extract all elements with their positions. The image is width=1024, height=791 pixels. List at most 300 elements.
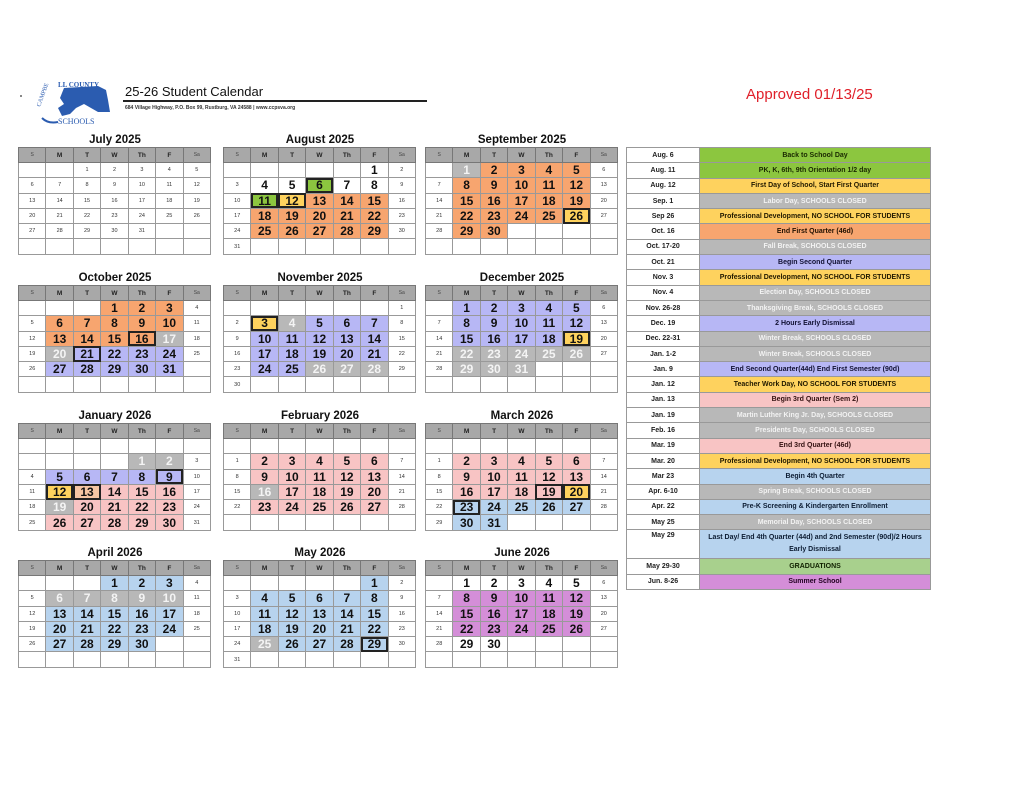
day-cell bbox=[224, 576, 251, 591]
day-cell: 23 bbox=[128, 621, 155, 636]
day-cell: 13 bbox=[361, 469, 388, 484]
day-cell: 15 bbox=[73, 193, 100, 208]
day-cell bbox=[278, 301, 305, 316]
day-cell: 15 bbox=[101, 331, 128, 346]
day-cell bbox=[388, 515, 415, 530]
weekday-header: S bbox=[224, 286, 251, 301]
day-cell: 12 bbox=[306, 331, 333, 346]
day-cell: 1 bbox=[73, 163, 100, 178]
day-cell: 27 bbox=[73, 515, 100, 530]
day-cell: 11 bbox=[183, 316, 210, 331]
day-cell: 22 bbox=[224, 500, 251, 515]
legend-date: May 29-30 bbox=[627, 559, 700, 574]
day-cell: 25 bbox=[535, 208, 562, 223]
day-cell: 16 bbox=[224, 346, 251, 361]
day-cell: 7 bbox=[46, 178, 73, 193]
day-cell: 26 bbox=[183, 208, 210, 223]
month-title: September 2025 bbox=[477, 134, 567, 146]
day-cell: 11 bbox=[306, 469, 333, 484]
weekday-header: T bbox=[278, 424, 305, 439]
weekday-header: M bbox=[453, 561, 480, 576]
month-june-2026 bbox=[425, 546, 619, 668]
day-cell: 8 bbox=[128, 469, 155, 484]
day-cell: 24 bbox=[508, 346, 535, 361]
day-cell bbox=[278, 163, 305, 178]
legend-row bbox=[627, 163, 931, 178]
day-cell: 13 bbox=[46, 606, 73, 621]
day-cell: 10 bbox=[183, 469, 210, 484]
day-cell: 24 bbox=[480, 500, 507, 515]
day-cell bbox=[361, 239, 388, 254]
day-cell: 23 bbox=[388, 208, 415, 223]
day-cell: 18 bbox=[278, 346, 305, 361]
day-cell: 25 bbox=[535, 346, 562, 361]
month-title: March 2026 bbox=[490, 410, 554, 422]
legend-row bbox=[627, 438, 931, 453]
day-cell: 29 bbox=[73, 224, 100, 239]
weekday-header: W bbox=[101, 424, 128, 439]
weekday-header: Sa bbox=[388, 424, 415, 439]
day-cell: 18 bbox=[535, 331, 562, 346]
day-cell: 18 bbox=[508, 484, 535, 499]
weekday-header: Sa bbox=[388, 148, 415, 163]
month-november-2025 bbox=[223, 271, 417, 393]
legend-row bbox=[627, 559, 931, 574]
day-cell: 30 bbox=[128, 362, 155, 377]
legend-date: Feb. 16 bbox=[627, 423, 700, 438]
legend-date: Oct. 16 bbox=[627, 224, 700, 239]
day-cell bbox=[361, 652, 388, 667]
day-cell: 10 bbox=[251, 331, 278, 346]
weekday-header: Th bbox=[535, 561, 562, 576]
day-cell: 11 bbox=[183, 591, 210, 606]
day-cell: 17 bbox=[224, 621, 251, 636]
day-cell: 2 bbox=[156, 454, 183, 469]
day-cell bbox=[590, 515, 617, 530]
day-cell: 2 bbox=[480, 576, 507, 591]
day-cell bbox=[101, 239, 128, 254]
day-cell: 26 bbox=[19, 637, 46, 652]
weekday-header: Sa bbox=[183, 424, 210, 439]
day-cell: 23 bbox=[480, 621, 507, 636]
day-cell bbox=[361, 439, 388, 454]
day-cell: 17 bbox=[508, 331, 535, 346]
day-cell: 18 bbox=[535, 193, 562, 208]
day-cell bbox=[278, 515, 305, 530]
day-cell: 25 bbox=[251, 637, 278, 652]
legend-date: Jan. 9 bbox=[627, 362, 700, 377]
day-cell: 1 bbox=[128, 454, 155, 469]
day-cell: 28 bbox=[333, 637, 360, 652]
weekday-header: M bbox=[453, 286, 480, 301]
day-cell: 24 bbox=[251, 362, 278, 377]
day-cell: 22 bbox=[453, 621, 480, 636]
day-cell bbox=[306, 377, 333, 392]
day-cell: 30 bbox=[388, 637, 415, 652]
day-cell: 16 bbox=[156, 484, 183, 499]
day-cell: 24 bbox=[508, 208, 535, 223]
day-cell: 3 bbox=[156, 301, 183, 316]
legend-date: Aug. 11 bbox=[627, 163, 700, 178]
day-cell bbox=[453, 652, 480, 667]
weekday-header: F bbox=[563, 286, 590, 301]
day-cell bbox=[251, 515, 278, 530]
day-cell: 7 bbox=[388, 454, 415, 469]
day-cell: 23 bbox=[388, 621, 415, 636]
legend-row bbox=[627, 530, 931, 559]
legend-row bbox=[627, 239, 931, 254]
weekday-header: W bbox=[306, 561, 333, 576]
day-cell: 15 bbox=[453, 331, 480, 346]
legend-event: Martin Luther King Jr. Day, SCHOOLS CLOSED bbox=[700, 408, 931, 423]
day-cell: 17 bbox=[251, 346, 278, 361]
day-cell bbox=[183, 637, 210, 652]
weekday-header: S bbox=[426, 286, 453, 301]
legend-date: Sep 26 bbox=[627, 209, 700, 224]
day-cell: 14 bbox=[590, 469, 617, 484]
day-cell: 28 bbox=[590, 500, 617, 515]
day-cell bbox=[156, 377, 183, 392]
day-cell: 27 bbox=[46, 362, 73, 377]
legend-event: GRADUATIONS bbox=[700, 559, 931, 574]
weekday-header: Th bbox=[535, 286, 562, 301]
day-cell bbox=[388, 239, 415, 254]
day-cell: 3 bbox=[251, 316, 278, 331]
day-cell bbox=[361, 515, 388, 530]
weekday-header: Th bbox=[333, 286, 360, 301]
day-cell: 21 bbox=[426, 621, 453, 636]
day-cell: 16 bbox=[480, 193, 507, 208]
legend-event: Back to School Day bbox=[700, 148, 931, 163]
day-cell: 26 bbox=[563, 346, 590, 361]
day-cell: 15 bbox=[453, 193, 480, 208]
legend-row bbox=[627, 316, 931, 331]
day-cell bbox=[453, 377, 480, 392]
weekday-header: S bbox=[426, 424, 453, 439]
day-cell bbox=[156, 652, 183, 667]
legend-row bbox=[627, 408, 931, 423]
day-cell: 9 bbox=[388, 591, 415, 606]
day-cell: 1 bbox=[101, 301, 128, 316]
day-cell: 23 bbox=[224, 362, 251, 377]
day-cell: 23 bbox=[128, 346, 155, 361]
day-cell bbox=[251, 163, 278, 178]
day-cell bbox=[388, 652, 415, 667]
day-cell: 31 bbox=[128, 224, 155, 239]
legend-event: Spring Break, SCHOOLS CLOSED bbox=[700, 484, 931, 499]
day-cell: 12 bbox=[563, 591, 590, 606]
day-cell: 4 bbox=[535, 163, 562, 178]
day-cell bbox=[101, 377, 128, 392]
day-cell bbox=[563, 652, 590, 667]
day-cell bbox=[361, 377, 388, 392]
day-cell bbox=[480, 239, 507, 254]
weekday-header: W bbox=[306, 424, 333, 439]
day-cell: 26 bbox=[306, 362, 333, 377]
day-cell: 9 bbox=[251, 469, 278, 484]
day-cell: 25 bbox=[535, 621, 562, 636]
month-title: February 2026 bbox=[281, 410, 359, 422]
day-cell: 27 bbox=[361, 500, 388, 515]
day-cell bbox=[426, 239, 453, 254]
day-cell: 5 bbox=[563, 576, 590, 591]
month-title: April 2026 bbox=[87, 547, 143, 559]
day-cell: 23 bbox=[251, 500, 278, 515]
day-cell: 13 bbox=[333, 331, 360, 346]
day-cell bbox=[101, 439, 128, 454]
month-title: October 2025 bbox=[78, 272, 152, 284]
day-cell: 28 bbox=[388, 500, 415, 515]
day-cell bbox=[73, 652, 100, 667]
day-cell: 15 bbox=[388, 331, 415, 346]
day-cell: 10 bbox=[508, 178, 535, 193]
weekday-header: T bbox=[73, 561, 100, 576]
legend-event: Professional Development, NO SCHOOL FOR STUDENTS bbox=[700, 453, 931, 468]
day-cell: 22 bbox=[73, 208, 100, 223]
month-january-2026 bbox=[18, 409, 212, 531]
day-cell bbox=[563, 224, 590, 239]
day-cell: 10 bbox=[508, 591, 535, 606]
day-cell bbox=[128, 239, 155, 254]
day-cell: 12 bbox=[278, 193, 305, 208]
day-cell bbox=[508, 652, 535, 667]
day-cell: 11 bbox=[508, 469, 535, 484]
day-cell: 3 bbox=[128, 163, 155, 178]
day-cell: 30 bbox=[156, 515, 183, 530]
day-cell: 30 bbox=[480, 637, 507, 652]
day-cell: 8 bbox=[361, 178, 388, 193]
legend-date: Mar. 19 bbox=[627, 438, 700, 453]
weekday-header: M bbox=[453, 148, 480, 163]
day-cell bbox=[156, 637, 183, 652]
day-cell: 3 bbox=[224, 178, 251, 193]
day-cell: 29 bbox=[453, 637, 480, 652]
legend-event: Labor Day, SCHOOLS CLOSED bbox=[700, 193, 931, 208]
day-cell bbox=[535, 224, 562, 239]
day-cell: 15 bbox=[361, 606, 388, 621]
day-cell: 17 bbox=[128, 193, 155, 208]
day-cell bbox=[278, 377, 305, 392]
day-cell: 27 bbox=[306, 637, 333, 652]
legend-date: May 25 bbox=[627, 515, 700, 530]
day-cell: 29 bbox=[453, 362, 480, 377]
day-cell: 26 bbox=[563, 621, 590, 636]
month-title: December 2025 bbox=[479, 272, 565, 284]
day-cell bbox=[183, 362, 210, 377]
day-cell: 26 bbox=[19, 362, 46, 377]
day-cell bbox=[19, 163, 46, 178]
day-cell: 30 bbox=[388, 224, 415, 239]
day-cell: 6 bbox=[46, 316, 73, 331]
day-cell: 7 bbox=[333, 591, 360, 606]
weekday-header: W bbox=[508, 148, 535, 163]
day-cell: 4 bbox=[306, 454, 333, 469]
day-cell: 7 bbox=[73, 316, 100, 331]
day-cell: 20 bbox=[333, 346, 360, 361]
day-cell: 16 bbox=[388, 193, 415, 208]
month-title: January 2026 bbox=[78, 410, 152, 422]
day-cell: 22 bbox=[388, 346, 415, 361]
day-cell: 18 bbox=[156, 193, 183, 208]
weekday-header: W bbox=[508, 286, 535, 301]
legend-row bbox=[627, 300, 931, 315]
day-cell: 19 bbox=[278, 208, 305, 223]
day-cell: 1 bbox=[453, 301, 480, 316]
day-cell: 16 bbox=[101, 193, 128, 208]
day-cell: 9 bbox=[128, 316, 155, 331]
day-cell: 3 bbox=[183, 454, 210, 469]
day-cell: 31 bbox=[508, 362, 535, 377]
weekday-header: W bbox=[306, 286, 333, 301]
day-cell: 13 bbox=[590, 178, 617, 193]
weekday-header: S bbox=[224, 561, 251, 576]
weekday-header: S bbox=[19, 148, 46, 163]
legend-event: First Day of School, Start First Quarter bbox=[700, 178, 931, 193]
day-cell bbox=[19, 377, 46, 392]
legend-row bbox=[627, 270, 931, 285]
weekday-header: Sa bbox=[388, 286, 415, 301]
day-cell bbox=[333, 377, 360, 392]
day-cell: 12 bbox=[563, 178, 590, 193]
day-cell: 2 bbox=[388, 163, 415, 178]
day-cell: 21 bbox=[426, 346, 453, 361]
day-cell: 30 bbox=[128, 637, 155, 652]
day-cell: 6 bbox=[46, 591, 73, 606]
svg-text:CAMPBE: CAMPBE bbox=[36, 82, 51, 108]
day-cell bbox=[426, 439, 453, 454]
day-cell: 15 bbox=[361, 193, 388, 208]
day-cell bbox=[333, 576, 360, 591]
legend-event: Last Day/ End 4th Quarter (44d) and 2nd Semester (90d)/2 Hours Early Dismissal bbox=[700, 530, 931, 559]
weekday-header: Sa bbox=[590, 424, 617, 439]
day-cell bbox=[535, 377, 562, 392]
day-cell: 16 bbox=[388, 606, 415, 621]
legend-event: Pre-K Screening & Kindergarten Enrollment bbox=[700, 499, 931, 514]
day-cell bbox=[563, 362, 590, 377]
day-cell: 1 bbox=[453, 163, 480, 178]
legend-date: Oct. 21 bbox=[627, 255, 700, 270]
weekday-header: M bbox=[251, 424, 278, 439]
day-cell bbox=[508, 439, 535, 454]
day-cell: 7 bbox=[426, 591, 453, 606]
weekday-header: F bbox=[563, 561, 590, 576]
day-cell bbox=[361, 301, 388, 316]
month-title: August 2025 bbox=[285, 134, 355, 146]
day-cell: 12 bbox=[19, 331, 46, 346]
day-cell: 21 bbox=[101, 500, 128, 515]
day-cell: 9 bbox=[224, 331, 251, 346]
weekday-header: M bbox=[46, 424, 73, 439]
day-cell bbox=[480, 377, 507, 392]
day-cell: 20 bbox=[590, 193, 617, 208]
day-cell bbox=[19, 301, 46, 316]
day-cell: 18 bbox=[251, 208, 278, 223]
day-cell bbox=[453, 439, 480, 454]
day-cell bbox=[19, 439, 46, 454]
day-cell bbox=[426, 652, 453, 667]
day-cell: 7 bbox=[590, 454, 617, 469]
day-cell: 4 bbox=[535, 576, 562, 591]
day-cell bbox=[128, 652, 155, 667]
day-cell: 26 bbox=[278, 224, 305, 239]
day-cell: 12 bbox=[183, 178, 210, 193]
legend-event: 2 Hours Early Dismissal bbox=[700, 316, 931, 331]
day-cell: 16 bbox=[128, 606, 155, 621]
legend-event: Begin 4th Quarter bbox=[700, 469, 931, 484]
day-cell: 6 bbox=[590, 163, 617, 178]
day-cell: 6 bbox=[590, 576, 617, 591]
legend-date: Aug. 6 bbox=[627, 148, 700, 163]
day-cell: 20 bbox=[590, 331, 617, 346]
month-title: May 2026 bbox=[294, 547, 346, 559]
weekday-header: Sa bbox=[183, 561, 210, 576]
day-cell: 14 bbox=[73, 331, 100, 346]
legend-date: May 29 bbox=[627, 530, 700, 559]
day-cell: 13 bbox=[590, 316, 617, 331]
day-cell bbox=[224, 439, 251, 454]
svg-text:SCHOOLS: SCHOOLS bbox=[58, 117, 95, 126]
weekday-header: Th bbox=[128, 424, 155, 439]
weekday-header: Sa bbox=[590, 286, 617, 301]
day-cell: 12 bbox=[333, 469, 360, 484]
day-cell: 31 bbox=[224, 239, 251, 254]
legend-event: Fall Break, SCHOOLS CLOSED bbox=[700, 239, 931, 254]
day-cell: 30 bbox=[480, 224, 507, 239]
day-cell bbox=[183, 439, 210, 454]
weekday-header: M bbox=[46, 286, 73, 301]
day-cell: 9 bbox=[480, 591, 507, 606]
day-cell: 26 bbox=[46, 515, 73, 530]
day-cell: 20 bbox=[306, 621, 333, 636]
day-cell: 21 bbox=[73, 621, 100, 636]
day-cell: 20 bbox=[73, 500, 100, 515]
weekday-header: M bbox=[251, 286, 278, 301]
legend-row bbox=[627, 178, 931, 193]
legend-event: Memorial Day, SCHOOLS CLOSED bbox=[700, 515, 931, 530]
day-cell bbox=[563, 439, 590, 454]
day-cell: 7 bbox=[426, 178, 453, 193]
weekday-header: T bbox=[278, 148, 305, 163]
day-cell: 25 bbox=[251, 224, 278, 239]
legend-row bbox=[627, 193, 931, 208]
day-cell: 23 bbox=[480, 346, 507, 361]
day-cell: 3 bbox=[224, 591, 251, 606]
day-cell bbox=[224, 163, 251, 178]
day-cell: 6 bbox=[306, 591, 333, 606]
day-cell: 19 bbox=[535, 484, 562, 499]
day-cell: 2 bbox=[480, 163, 507, 178]
day-cell bbox=[426, 576, 453, 591]
weekday-header: W bbox=[306, 148, 333, 163]
day-cell bbox=[46, 301, 73, 316]
month-september-2025 bbox=[425, 133, 619, 255]
day-cell: 17 bbox=[480, 484, 507, 499]
legend-row bbox=[627, 331, 931, 346]
day-cell: 13 bbox=[590, 591, 617, 606]
day-cell: 4 bbox=[535, 301, 562, 316]
legend-date: Nov. 3 bbox=[627, 270, 700, 285]
month-title: November 2025 bbox=[277, 272, 363, 284]
day-cell: 11 bbox=[19, 484, 46, 499]
month-december-2025 bbox=[425, 271, 619, 393]
day-cell bbox=[508, 377, 535, 392]
weekday-header: T bbox=[480, 148, 507, 163]
day-cell: 22 bbox=[426, 500, 453, 515]
day-cell: 27 bbox=[333, 362, 360, 377]
day-cell: 27 bbox=[563, 500, 590, 515]
day-cell: 26 bbox=[563, 208, 590, 223]
weekday-header: Sa bbox=[183, 148, 210, 163]
